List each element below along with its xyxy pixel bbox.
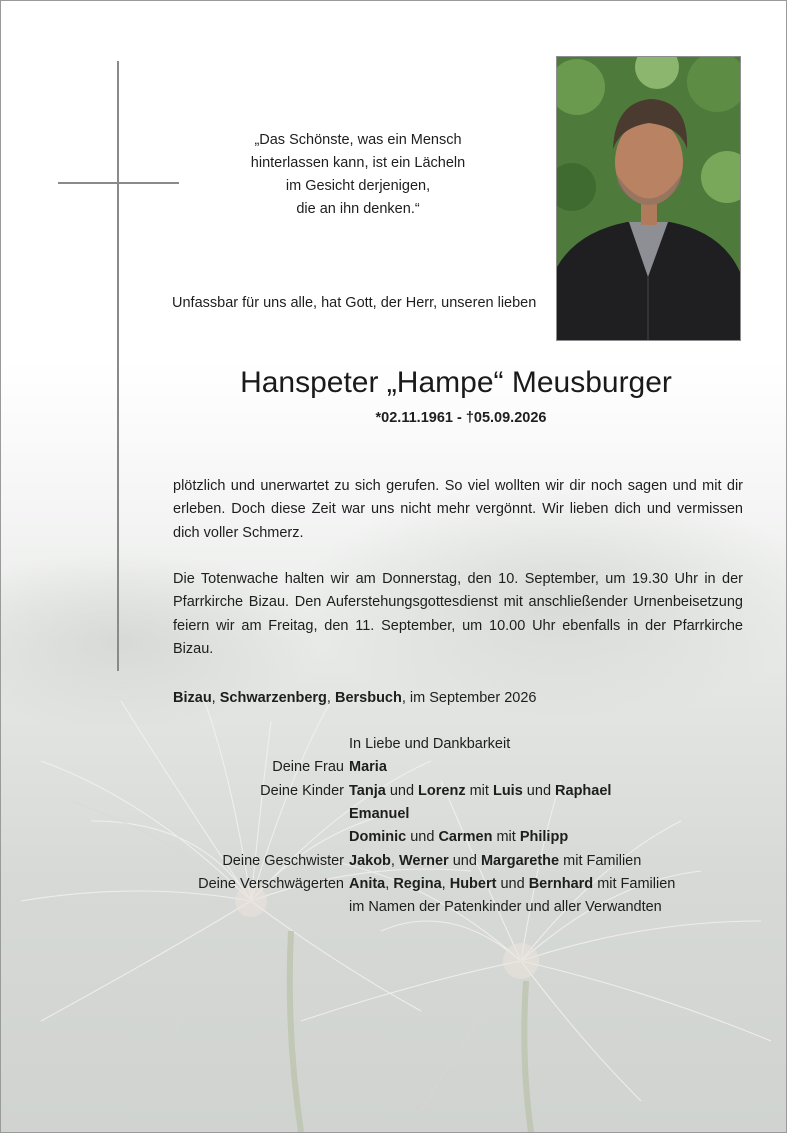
mourner-name: Margarethe <box>480 852 560 869</box>
connector: , <box>441 875 450 892</box>
mourner-name: Lorenz <box>418 782 466 799</box>
town-name: Bersbuch <box>334 690 402 706</box>
connector: mit <box>492 829 520 846</box>
portrait-illustration <box>557 57 740 340</box>
relation-names <box>349 873 675 896</box>
connector: und <box>385 782 419 799</box>
date-suffix: , im September 2026 <box>401 690 537 706</box>
relation-label: Deine Frau <box>272 759 344 776</box>
mourner-name: Regina <box>393 875 442 892</box>
relation-label: Deine Verschwägerten <box>198 875 344 892</box>
connector: und <box>406 829 439 846</box>
relation-names <box>349 803 409 826</box>
relation-names <box>349 850 641 873</box>
mourners-row <box>1 850 786 873</box>
connector: und <box>448 852 481 869</box>
relation-names <box>349 826 568 849</box>
place-and-date <box>173 687 536 710</box>
quote-line: „Das Schönste, was ein Mensch <box>254 132 462 148</box>
memorial-quote <box>201 129 515 221</box>
connector: mit Familien <box>593 875 676 892</box>
mourners-row <box>1 803 786 826</box>
mourner-name: Anita <box>349 875 386 892</box>
connector: mit Familien <box>559 852 642 869</box>
mourner-name: Hubert <box>449 875 497 892</box>
mourners-intro: In Liebe und Dankbarkeit <box>349 736 511 752</box>
mourners-closing: im Namen der Patenkinder und aller Verwandten <box>349 899 662 916</box>
mourners-row <box>1 896 786 919</box>
connector: und <box>496 875 529 892</box>
relation-label: Deine Geschwister <box>222 852 344 869</box>
mourners-row <box>1 756 786 779</box>
mourner-name: Dominic <box>349 829 407 846</box>
announcement-paragraph: plötzlich und unerwartet zu sich gerufen. So viel wollten wir dir noch sagen und mit dir erleben. Doch diese Zeit war uns nicht mehr vergönnt. Wir lieben dich und vermissen dich voller Schmerz. <box>173 478 743 541</box>
relation-names <box>349 756 387 779</box>
quote-line: die an ihn denken.“ <box>296 201 420 217</box>
town-name: Schwarzenberg <box>219 690 327 706</box>
mourners-row <box>1 733 786 756</box>
mourner-name: Raphael <box>555 782 612 799</box>
separator: , <box>211 690 220 706</box>
mourner-name: Jakob <box>349 852 391 869</box>
connector: mit <box>465 782 493 799</box>
connector: , <box>390 852 399 869</box>
mourner-name: Bernhard <box>528 875 594 892</box>
mourners-row <box>1 873 786 896</box>
quote-line: hinterlassen kann, ist ein Lächeln <box>250 155 466 171</box>
relation-label: Deine Kinder <box>260 782 344 799</box>
mourner-name: Werner <box>398 852 449 869</box>
mourners-row <box>1 826 786 849</box>
mourner-name: Carmen <box>438 829 493 846</box>
quote-line: im Gesicht derjenigen, <box>285 178 431 194</box>
mourner-name: Philipp <box>519 829 569 846</box>
deceased-name: Hanspeter „Hampe“ Meusburger <box>240 366 672 399</box>
town-name: Bizau <box>173 690 212 706</box>
mourners-row <box>1 780 786 803</box>
connector: und <box>522 782 556 799</box>
mourner-name: Emanuel <box>349 805 410 822</box>
mourner-name: Luis <box>492 782 523 799</box>
intro-text: Unfassbar für uns alle, hat Gott, der Herr, unseren lieben <box>172 295 537 311</box>
cross-icon <box>117 61 119 671</box>
connector: , <box>385 875 394 892</box>
relation-names <box>349 780 611 803</box>
funeral-details-paragraph: Die Totenwache halten wir am Donnerstag, den 10. September, um 19.30 Uhr in der Pfarrkirche Bizau. Den Auferstehungsgottesdienst mit anschließender Urnenbeisetzung feiern wir am Freitag, den 11. September, um 10.00 Uhr ebenfalls in der Pfarrkirche Bizau. <box>173 571 743 657</box>
mourner-name: Maria <box>349 759 387 776</box>
separator: , <box>326 690 335 706</box>
mourner-name: Tanja <box>349 782 386 799</box>
life-dates: *02.11.1961 - †05.09.2026 <box>375 410 547 426</box>
portrait-photo <box>556 56 741 341</box>
cross-icon-bar <box>58 182 179 184</box>
